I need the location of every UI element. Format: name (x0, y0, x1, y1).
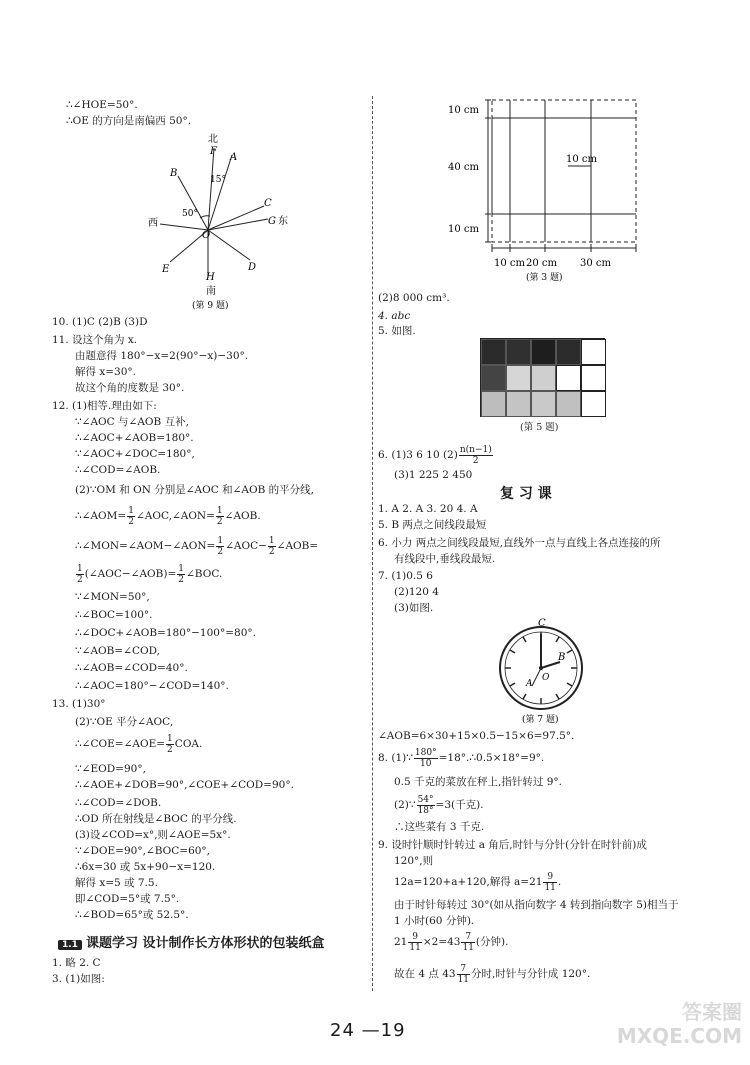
line: ∴∠HOE=50°. (66, 99, 138, 111)
figure-9-compass-diagram (140, 130, 290, 320)
line: 120°,则 (394, 855, 434, 867)
line: 1 小时(60 分钟). (394, 915, 475, 927)
line: (2)∵OE 平分∠AOC, (75, 716, 174, 728)
line: ∴∠COE=∠AOE= $\frac{1}{2}$ COA. (75, 733, 203, 755)
line: 有线段中,垂线段最短. (394, 553, 496, 565)
line: ∴∠COD=∠AOB. (75, 464, 161, 476)
line: ∵∠MON=50°, (75, 591, 150, 603)
line: (2)∵ $\frac{54^\circ}{18^\circ}$ =3(千克). (394, 794, 484, 816)
line: 6. 小力 两点之间线段最短,直线外一点与直线上各点连接的所 (378, 537, 661, 549)
section-badge: 1.1 (58, 940, 82, 950)
section-heading: 1.1 课题学习 设计制作长方体形状的包装纸盒 (58, 932, 324, 951)
figure-5-grid (480, 338, 605, 417)
line: ∴∠AOC+∠AOB=180°. (75, 432, 194, 444)
line: ∴∠AOE+∠DOB=90°,∠COE+∠COD=90°. (75, 779, 294, 791)
line: ∴OD 所在射线是∠BOC 的平分线. (75, 813, 237, 825)
line: $\frac{1}{2}$ (∠AOC−∠AOB)= $\frac{1}{2}$ ∠BOC. (77, 563, 223, 585)
line: 解得 x=5 或 7.5. (75, 877, 158, 889)
ray-OA (208, 155, 232, 230)
ray-OD (208, 230, 250, 260)
line: 12a=120+a+120,解得 a=21 $\frac{9}{11}$ . (394, 871, 562, 893)
hand-A (532, 668, 541, 686)
line: ∴∠BOC=100°. (75, 609, 153, 621)
clock-label-B: B (558, 652, 566, 663)
line: ∴∠DOC+∠AOB=180°−100°=80°. (75, 627, 256, 639)
figure-5-caption: (第 5 题) (520, 422, 559, 433)
clock-label-O: O (542, 673, 550, 683)
figure-9-caption: (第 9 题) (192, 301, 229, 311)
line: 5. B 两点之间线段最短 (378, 519, 487, 531)
line: (3)设∠COD=x°,则∠AOE=5x°. (75, 829, 231, 841)
line: 1. A 2. A 3. 20 4. A (378, 503, 478, 515)
figure-3-box-net (440, 92, 650, 284)
label-O: O (202, 230, 211, 241)
dim-10cm-top: 10 cm (448, 105, 479, 116)
line: ∴∠BOD=65°或 52.5°. (75, 909, 189, 921)
page-number: 24 —19 (330, 1020, 406, 1041)
ray-OB (178, 176, 208, 230)
line: ∴这些菜有 3 千克. (394, 821, 485, 833)
label-A: A (230, 152, 238, 163)
line: 7. (1)0.5 6 (378, 570, 433, 582)
label-D: D (248, 262, 257, 273)
line: (2)8 000 cm³. (378, 292, 450, 304)
line: 13. (1)30° (52, 698, 106, 710)
label-east: 东 (278, 216, 288, 227)
line: 21 $\frac{9}{11}$ ×2=43 $\frac{7}{11}$ (分钟). (394, 931, 509, 953)
line: 0.5 千克的菜放在秤上,指针转过 9°. (394, 776, 562, 788)
dim-10cm-x: 10 cm (494, 258, 525, 269)
label-E: E (162, 264, 170, 275)
watermark-logo: 答案圈 MXQE.COM (616, 1000, 742, 1048)
line: 9. 设时针顺时针转过 a 角后,时针与分针(分针在时针前)成 (378, 839, 647, 851)
line: 6. (1)3 6 10 (2) $\frac{n(n-1)}{2}$ (378, 444, 492, 466)
dim-40cm: 40 cm (448, 162, 479, 173)
ray-OF (208, 148, 214, 230)
line: ∠AOB=6×30+15×0.5−15×6=97.5°. (378, 730, 575, 742)
line: ∵∠AOC 与∠AOB 互补, (75, 416, 189, 428)
dim-10cm-bottom: 10 cm (448, 224, 479, 235)
line: 故这个角的度数是 30°. (75, 382, 185, 394)
dim-30cm-x: 30 cm (580, 258, 611, 269)
line: ∴6x=30 或 5x+90−x=120. (75, 861, 216, 873)
column-divider (372, 96, 373, 991)
line: 由于时针每转过 30°(如从指向数字 4 转到指向数字 5)相当于 (394, 899, 679, 911)
line: 由题意得 180°−x=2(90°−x)−30°. (75, 350, 249, 362)
line: 即∠COD=5°或 7.5°. (75, 893, 180, 905)
line: ∴∠AOB=∠COD=40°. (75, 662, 188, 674)
label-H: H (206, 272, 215, 283)
line: ∵∠DOE=90°,∠BOC=60°, (75, 845, 211, 857)
label-west: 西 (148, 218, 158, 229)
label-south: 南 (206, 286, 216, 297)
answer-10: 10. (1)C (2)B (3)D (52, 316, 148, 328)
line: 解得 x=30°. (75, 366, 137, 378)
line: ∴∠AOC=180°−∠COD=140°. (75, 680, 229, 692)
line: ∵∠AOC+∠DOC=180°, (75, 448, 195, 460)
label-15: 15° (210, 175, 226, 185)
dim-20cm-x: 20 cm (526, 258, 557, 269)
line: 4. abc (378, 310, 411, 322)
ray-west (160, 224, 208, 230)
line: 5. 如图. (378, 325, 416, 337)
ray-OC (208, 206, 264, 230)
line: 8. (1)∵ $\frac{180^\circ}{10}$ =18°.∴0.5×18°=9°. (378, 747, 545, 769)
label-C: C (264, 198, 272, 209)
label-north: 北 (208, 134, 218, 145)
line: (2)120 4 (394, 586, 439, 598)
line: ∴∠MON=∠AOM−∠AON= $\frac{1}{2}$ ∠AOC− $\frac{1}{2}$ ∠AOB= (75, 535, 319, 557)
line: 12. (1)相等.理由如下: (52, 400, 157, 412)
line: 3. (1)如图: (52, 973, 105, 985)
clock-label-A: A (526, 679, 533, 689)
dim-inner-10cm: 10 cm (566, 154, 597, 165)
line: 1. 略 2. C (52, 957, 101, 969)
line: 11. 设这个角为 x. (52, 334, 138, 346)
ray-OG (208, 219, 268, 230)
line: ∵∠EOD=90°, (75, 763, 146, 775)
net-outer (492, 100, 636, 242)
label-G: G (268, 216, 276, 227)
line: ∴∠AOM= $\frac{1}{2}$ ∠AOC,∠AON= $\frac{1}{2}$ ∠AOB. (75, 505, 261, 527)
line: (3)1 225 2 450 (394, 469, 473, 481)
line: 故在 4 点 43 $\frac{7}{11}$ 分时,时针与分针成 120°. (394, 963, 591, 985)
label-B: B (170, 168, 178, 179)
label-F: F (210, 146, 217, 157)
line: ∴OE 的方向是南偏西 50°. (66, 115, 192, 127)
review-heading: 复 习 课 (500, 486, 552, 502)
line: (3)如图. (394, 602, 434, 614)
label-50: 50° (182, 209, 198, 219)
line: ∵∠AOB=∠COD, (75, 645, 161, 657)
figure-7-clock (496, 614, 586, 726)
line: (2)∵OM 和 ON 分别是∠AOC 和∠AOB 的平分线, (75, 484, 314, 496)
figure-3-caption: (第 3 题) (526, 273, 563, 283)
figure-7-caption: (第 7 题) (522, 715, 559, 725)
line: ∴∠COD=∠DOB. (75, 797, 162, 809)
clock-label-C: C (538, 618, 546, 629)
